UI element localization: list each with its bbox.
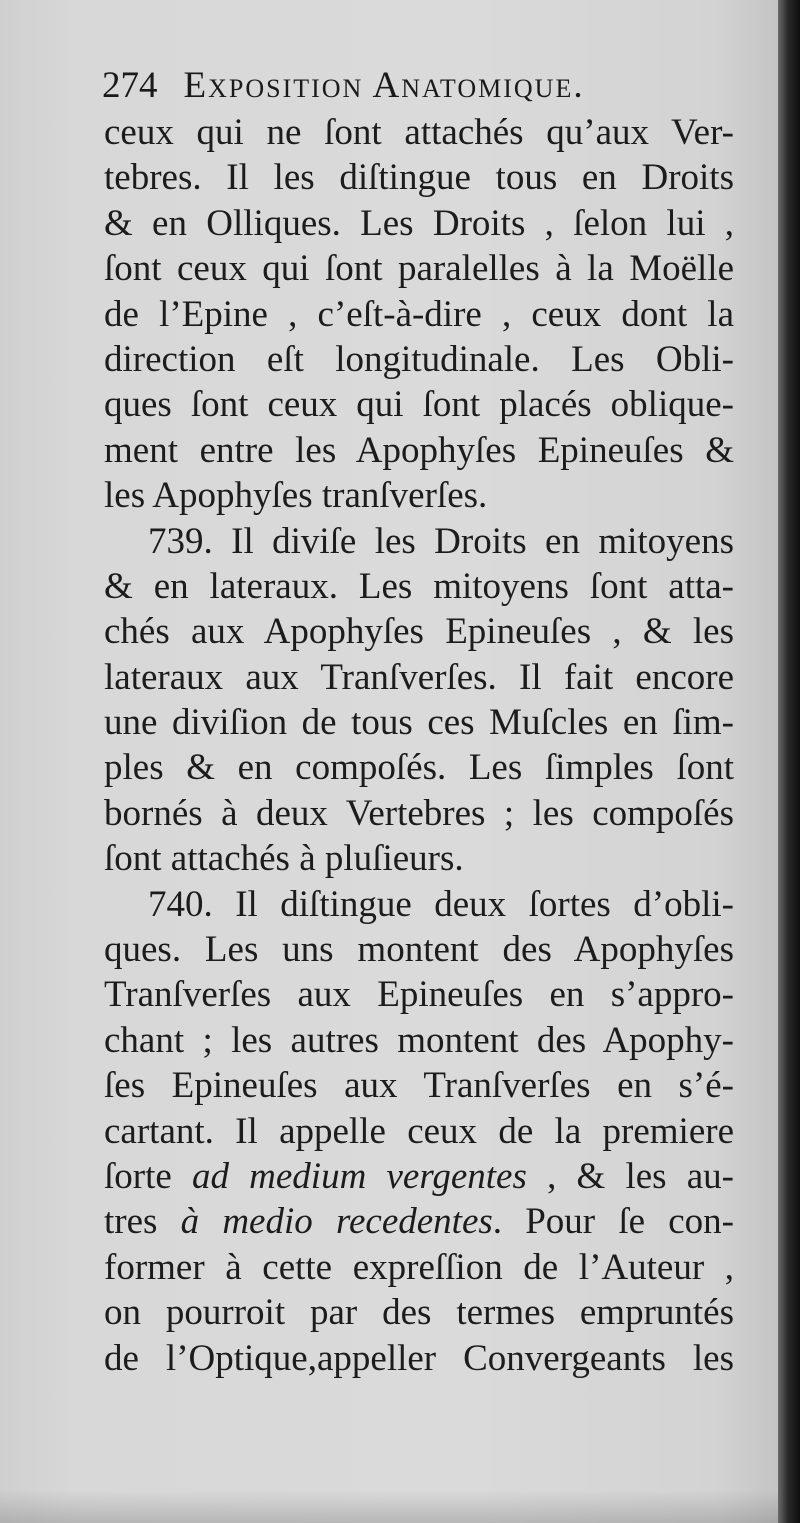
text-run: . Pour ſe con- bbox=[492, 1201, 734, 1243]
text-line: ſont attachés à pluſieurs. bbox=[104, 838, 464, 880]
text-line: ples & en compoſés. Les ſimples ſont bbox=[104, 747, 734, 789]
text-line: chant ; les autres montent des Apophy- bbox=[104, 1019, 734, 1061]
text-line: une diviſion de tous ces Muſcles en ſim- bbox=[104, 702, 734, 744]
latin-phrase-italic: ad medium vergentes bbox=[191, 1155, 527, 1197]
page-number: 274 bbox=[102, 65, 158, 106]
text-line: & en lateraux. Les mitoyens ſont atta- bbox=[104, 565, 734, 607]
text-line: & en Olliques. Les Droits , ſelon lui , bbox=[104, 202, 734, 244]
text-line: les Apophyſes tranſverſes. bbox=[104, 475, 488, 517]
text-line: on pourroit par des termes empruntés bbox=[104, 1292, 734, 1334]
text-line: ment entre les Apophyſes Epineuſes & bbox=[104, 429, 734, 471]
text-run: , & les au- bbox=[526, 1155, 734, 1197]
text-run: tres bbox=[104, 1201, 181, 1243]
text-line: chés aux Apophyſes Epineuſes , & les bbox=[104, 611, 734, 653]
text-line-with-italic bbox=[104, 1154, 734, 1199]
page-bottom-shadow bbox=[0, 1490, 778, 1523]
text-line: ques ſont ceux qui ſont placés oblique- bbox=[104, 384, 734, 426]
text-line: ceux qui ne ſont attachés qu’aux Ver- bbox=[104, 112, 734, 153]
text-line: ſont ceux qui ſont paralelles à la Moëlle bbox=[104, 248, 734, 290]
text-run: ſorte bbox=[104, 1155, 192, 1197]
text-line: Tranſverſes aux Epineuſes en s’appro- bbox=[104, 974, 734, 1016]
running-head bbox=[102, 62, 742, 110]
paragraph-739-start: 739. Il diviſe les Droits en mitoyens bbox=[148, 520, 734, 562]
latin-phrase-italic: à medio recedentes bbox=[180, 1201, 493, 1243]
text-line: bornés à deux Vertebres ; les compoſés bbox=[104, 792, 734, 834]
paragraph-740-start: 740. Il diſtingue deux ſortes d’obli- bbox=[148, 883, 734, 925]
text-line: former à cette expreſſion de l’Auteur , bbox=[104, 1246, 734, 1288]
text-line: de l’Epine , c’eſt-à-dire , ceux dont la bbox=[104, 293, 734, 335]
text-line: de l’Optique,appeller Convergeants les bbox=[104, 1337, 734, 1379]
text-line: ſes Epineuſes aux Tranſverſes en s’é- bbox=[104, 1065, 734, 1107]
text-line: direction eſt longitudinale. Les Obli- bbox=[104, 338, 734, 380]
running-title: Exposition Anatomique. bbox=[183, 65, 585, 106]
text-line: tebres. Il les diſtingue tous en Droits bbox=[104, 157, 734, 199]
book-gutter-shadow bbox=[778, 0, 800, 1523]
text-line: ques. Les uns montent des Apophyſes bbox=[104, 929, 734, 971]
text-line: cartant. Il appelle ceux de la premiere bbox=[104, 1110, 734, 1152]
text-line-with-italic bbox=[104, 1199, 734, 1244]
body-text bbox=[104, 110, 734, 1381]
text-line: lateraux aux Tranſverſes. Il fait encore bbox=[104, 656, 734, 698]
